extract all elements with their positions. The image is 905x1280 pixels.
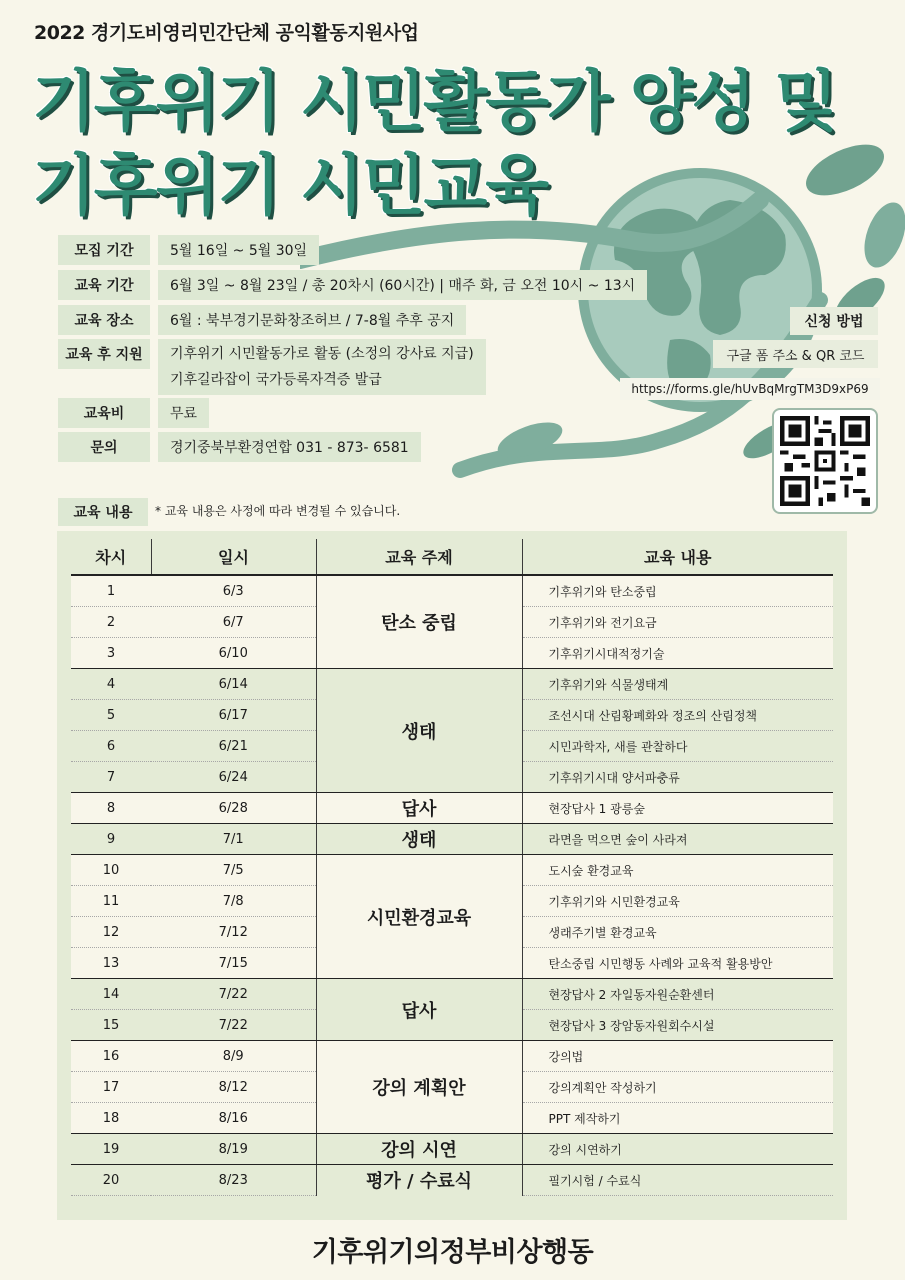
cell-date: 6/3: [151, 575, 316, 607]
cell-date: 6/10: [151, 638, 316, 669]
cell-no: 14: [71, 979, 151, 1010]
content-note: * 교육 내용은 사정에 따라 변경될 수 있습니다.: [155, 504, 401, 518]
info-value: [158, 339, 486, 395]
table-header-row: [71, 539, 833, 575]
cell-no: 11: [71, 886, 151, 917]
cell-date: 8/23: [151, 1165, 316, 1196]
cell-no: 13: [71, 948, 151, 979]
cell-topic: 강의 계획안: [316, 1041, 522, 1134]
cell-date: 7/12: [151, 917, 316, 948]
cell-no: 12: [71, 917, 151, 948]
cell-topic: 강의 시연: [316, 1134, 522, 1165]
cell-content: 강의 시연하기: [522, 1134, 833, 1165]
cell-topic: 시민환경교육: [316, 855, 522, 979]
apply-url[interactable]: https://forms.gle/hUvBqMrgTM3D9xP69: [620, 378, 880, 400]
cell-content: 조선시대 산림황폐화와 정조의 산림정책: [522, 700, 833, 731]
cell-topic: 생태: [316, 824, 522, 855]
cell-no: 9: [71, 824, 151, 855]
cell-content: 현장답사 3 장암동자원회수시설: [522, 1010, 833, 1041]
cell-topic: 답사: [316, 979, 522, 1041]
header-topic: 교육 주제: [316, 539, 522, 575]
cell-no: 3: [71, 638, 151, 669]
cell-date: 8/12: [151, 1072, 316, 1103]
schedule-table: [71, 539, 833, 1196]
cell-no: 19: [71, 1134, 151, 1165]
cell-content: 현장답사 1 광릉숲: [522, 793, 833, 824]
cell-date: 8/16: [151, 1103, 316, 1134]
qr-code-icon: [780, 416, 870, 506]
cell-no: 20: [71, 1165, 151, 1196]
subtitle: 2022 경기도비영리민간단체 공익활동지원사업: [34, 22, 419, 44]
cell-content: 시민과학자, 새를 관찰하다: [522, 731, 833, 762]
info-label: 문의: [58, 432, 150, 462]
cell-no: 17: [71, 1072, 151, 1103]
cell-no: 15: [71, 1010, 151, 1041]
table-row: [71, 1134, 833, 1165]
table-row: [71, 979, 833, 1010]
cell-no: 6: [71, 731, 151, 762]
cell-no: 2: [71, 607, 151, 638]
cell-no: 16: [71, 1041, 151, 1072]
info-value: 6월 3일 ~ 8월 23일 / 총 20차시 (60시간) | 매주 화, 금 오전 10시 ~ 13시: [158, 270, 647, 300]
cell-no: 10: [71, 855, 151, 886]
cell-date: 8/9: [151, 1041, 316, 1072]
cell-date: 6/24: [151, 762, 316, 793]
cell-date: 7/5: [151, 855, 316, 886]
cell-content: 기후위기와 시민환경교육: [522, 886, 833, 917]
info-label: 교육 장소: [58, 305, 150, 335]
cell-no: 5: [71, 700, 151, 731]
cell-content: 라면을 먹으면 숲이 사라져: [522, 824, 833, 855]
title-line-1: 기후위기 시민활동가 양성 및: [32, 63, 837, 140]
cell-date: 7/22: [151, 1010, 316, 1041]
cell-date: 6/28: [151, 793, 316, 824]
header-session: 차시: [71, 539, 151, 575]
cell-content: 도시숲 환경교육: [522, 855, 833, 886]
cell-date: 7/1: [151, 824, 316, 855]
cell-date: 7/22: [151, 979, 316, 1010]
title-line-2: 기후위기 시민교육: [32, 147, 548, 224]
info-label: 교육 기간: [58, 270, 150, 300]
cell-no: 7: [71, 762, 151, 793]
qr-code[interactable]: [772, 408, 878, 514]
cell-no: 8: [71, 793, 151, 824]
schedule-table-panel: [57, 531, 847, 1220]
info-value-line-1: 기후위기 시민활동가로 활동 (소정의 강사료 지급): [170, 346, 474, 362]
cell-no: 4: [71, 669, 151, 700]
cell-content: 생래주기별 환경교육: [522, 917, 833, 948]
cell-date: 7/15: [151, 948, 316, 979]
info-value-line-2: 기후길라잡이 국가등록자격증 발급: [170, 372, 382, 388]
footer-organization: 기후위기의정부비상행동: [311, 1237, 594, 1268]
cell-topic: 평가 / 수료식: [316, 1165, 522, 1196]
content-label: 교육 내용: [58, 498, 148, 526]
cell-topic: 답사: [316, 793, 522, 824]
cell-content: 필기시험 / 수료식: [522, 1165, 833, 1196]
cell-date: 6/7: [151, 607, 316, 638]
cell-content: 기후위기시대 양서파충류: [522, 762, 833, 793]
cell-date: 6/17: [151, 700, 316, 731]
apply-subtitle: 구글 폼 주소 & QR 코드: [713, 340, 878, 368]
info-label: 교육 후 지원: [58, 339, 150, 369]
cell-content: 기후위기시대적정기술: [522, 638, 833, 669]
table-row: [71, 575, 833, 607]
cell-topic: 탄소 중립: [316, 575, 522, 669]
cell-date: 6/21: [151, 731, 316, 762]
apply-title: 신청 방법: [790, 307, 878, 335]
table-row: [71, 855, 833, 886]
info-label: 모집 기간: [58, 235, 150, 265]
cell-content: PPT 제작하기: [522, 1103, 833, 1134]
cell-no: 18: [71, 1103, 151, 1134]
cell-date: 8/19: [151, 1134, 316, 1165]
info-value: 5월 16일 ~ 5월 30일: [158, 235, 319, 265]
cell-topic: 생태: [316, 669, 522, 793]
info-value: 경기중북부환경연합 031 - 873- 6581: [158, 432, 421, 462]
cell-content: 기후위기와 식물생태계: [522, 669, 833, 700]
cell-content: 강의법: [522, 1041, 833, 1072]
cell-content: 현장답사 2 자일동자원순환센터: [522, 979, 833, 1010]
cell-content: 강의계획안 작성하기: [522, 1072, 833, 1103]
table-row: [71, 1041, 833, 1072]
header-date: 일시: [151, 539, 316, 575]
cell-date: 6/14: [151, 669, 316, 700]
table-row: [71, 824, 833, 855]
info-value: 6월 : 북부경기문화창조허브 / 7-8월 추후 공지: [158, 305, 466, 335]
table-row: [71, 669, 833, 700]
info-label: 교육비: [58, 398, 150, 428]
table-row: [71, 793, 833, 824]
table-row: [71, 1165, 833, 1196]
header-content: 교육 내용: [522, 539, 833, 575]
cell-content: 기후위기와 전기요금: [522, 607, 833, 638]
info-value: 무료: [158, 398, 209, 428]
cell-content: 탄소중립 시민행동 사례와 교육적 활용방안: [522, 948, 833, 979]
cell-date: 7/8: [151, 886, 316, 917]
cell-no: 1: [71, 575, 151, 607]
cell-content: 기후위기와 탄소중립: [522, 575, 833, 607]
